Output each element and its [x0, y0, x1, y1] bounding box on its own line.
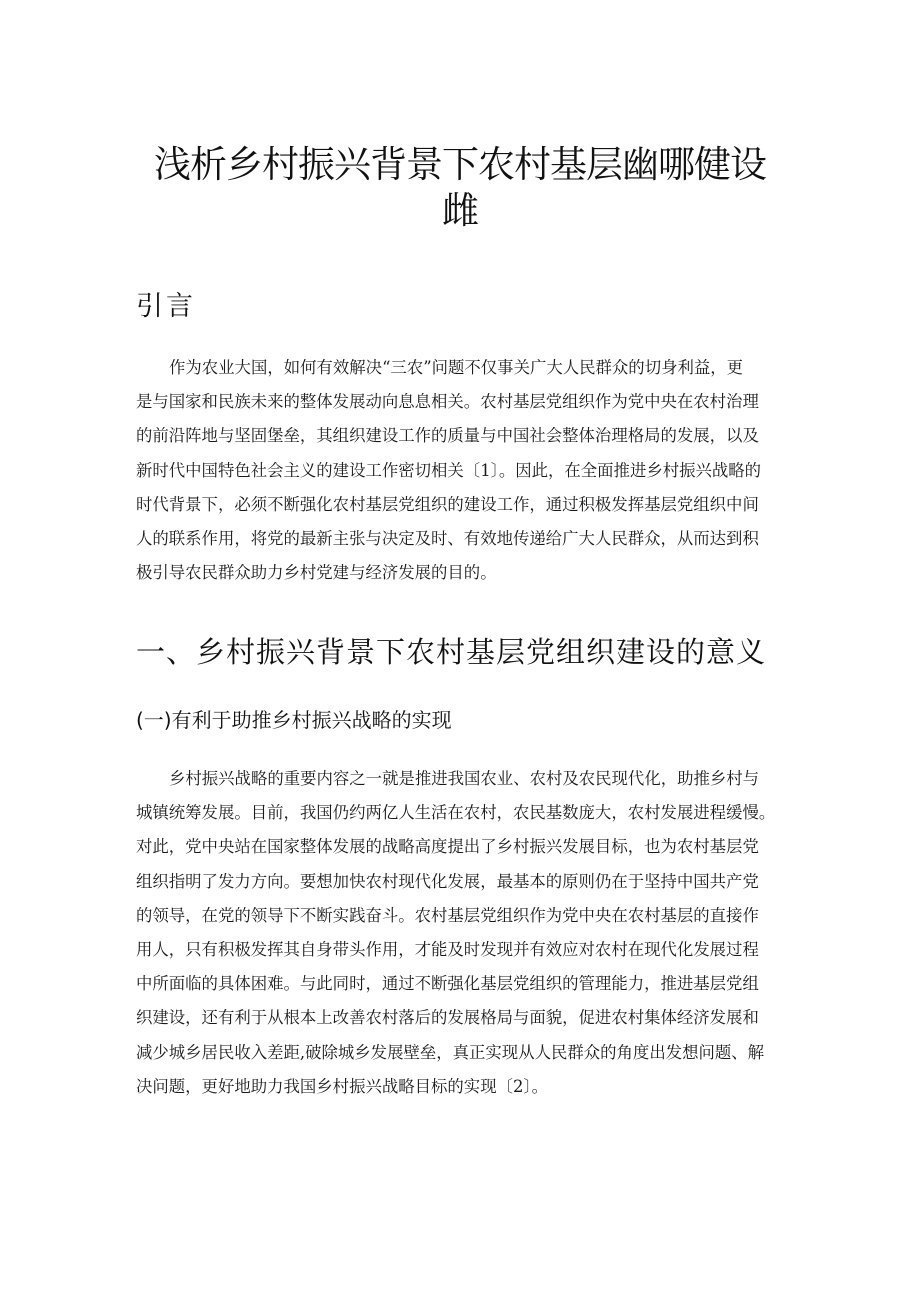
paragraph-line: 对此，党中央站在国家整体发展的战略高度提出了乡村振兴发展目标，也为农村基层党 — [136, 837, 759, 857]
paragraph-line: 决问题，更好地助力我国乡村振兴战略目标的实现〔2〕。 — [136, 1076, 548, 1096]
paragraph-line: 织建设，还有利于从根本上改善农村落后的发展格局与面貌，促进农村集体经济发展和 — [136, 1008, 759, 1028]
paragraph-line: 的前沿阵地与坚固堡垒，其组织建设工作的质量与中国社会整体治理格局的发展，以及 — [136, 426, 759, 446]
paragraph-line: 人的联系作用，将党的最新主张与决定及时、有效地传递给广大人民群众，从而达到积 — [136, 529, 759, 549]
paragraph-line: 减少城乡居民收入差距,破除城乡发展壁垒，真正实现从人民群众的角度出发想问题、解 — [136, 1042, 765, 1062]
paragraph-line: 极引导农民群众助力乡村党建与经济发展的目的。 — [136, 563, 497, 583]
section-1-heading: 一、乡村振兴背景下农村基层党组织建设的意义 — [136, 635, 767, 669]
paragraph-line: 的领导，在党的领导下不断实践奋斗。农村基层党组织作为党中央在农村基层的直接作 — [136, 905, 759, 925]
paragraph-line: 中所面临的具体困难。与此同时，通过不断强化基层党组织的管理能力，推进基层党组 — [136, 974, 759, 994]
paragraph-line: 作为农业大国，如何有效解决“三农”问题不仅事关广大人民群众的切身利益，更 — [169, 358, 744, 377]
subsection-1-paragraph — [136, 762, 796, 1104]
subsection-1-heading: (一)有利于助推乡村振兴战略的实现 — [136, 708, 452, 732]
intro-paragraph — [136, 351, 796, 590]
paragraph-line: 新时代中国特色社会主义的建设工作密切相关〔1〕。因此，在全面推进乡村振兴战略的 — [136, 460, 762, 480]
paragraph-line: 时代背景下，必须不断强化农村基层党组织的建设工作，通过积极发挥基层党组织中间 — [136, 494, 759, 514]
paragraph-line: 乡村振兴战略的重要内容之一就是推进我国农业、农村及农民现代化，助推乡村与 — [169, 769, 760, 788]
paragraph-line: 是与国家和民族未来的整体发展动向息息相关。农村基层党组织作为党中央在农村治理 — [136, 392, 759, 412]
intro-heading: 引言 — [136, 291, 196, 322]
paragraph-line: 用人，只有积极发挥其自身带头作用，才能及时发现并有效应对农村在现代化发展过程 — [136, 940, 759, 960]
paragraph-line: 城镇统筹发展。目前，我国仍约两亿人生活在农村，农民基数庞大，农村发展进程缓慢。 — [136, 803, 776, 823]
document-title-line-1: 浅析乡村振兴背景下农村基层幽哪健设 — [154, 143, 766, 186]
paragraph-line: 组织指明了发力方向。要想加快农村现代化发展，最基本的原则仍在于坚持中国共产党 — [136, 871, 759, 891]
document-title-line-2: 雌 — [442, 189, 478, 232]
